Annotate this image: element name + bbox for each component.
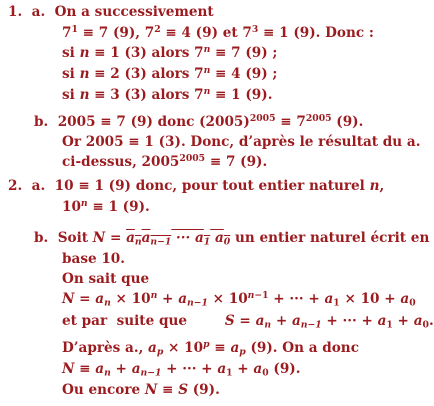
text-line-l11: b. Soit $N = a_na_{n-1}$ ··· $a_1$ $a_0$ un entier naturel écrit en bbox=[34, 230, 430, 248]
text-line-l13: On sait que bbox=[62, 271, 150, 287]
text-line-l10: $10^n \equiv 1$ (9). bbox=[62, 197, 150, 215]
text-line-l9: 2. a. 10 ≡ 1 (9) donc, pour tout entier naturel n, bbox=[8, 178, 385, 194]
text-line-l15: et par suite que $S = a_n + a_{n-1}$ + ··· + $a_1 + a_0$. bbox=[62, 313, 434, 331]
text-line-l12: base 10. bbox=[62, 251, 125, 267]
text-line-l3: si n ≡ 1 (3) alors $7^n \equiv 7$ (9) ; bbox=[62, 43, 278, 61]
text-line-l14: $N = a_n \times 10^n + a_{n-1} \times 10^{n-1}$ + ··· + $a_1 \times 10 + a_0$ bbox=[62, 289, 416, 309]
text-line-l6: b. 2005 ≡ 7 (9) donc $(2005)^{2005} \equiv 7^{2005}$ (9). bbox=[34, 112, 364, 130]
text-line-l5: si n ≡ 3 (3) alors $7^n \equiv 1$ (9). bbox=[62, 85, 273, 103]
text-line-l8: ci-dessus, $2005^{2005} \equiv 7$ (9). bbox=[62, 152, 268, 170]
text-line-l16: D’après a., $a_p \times 10^p \equiv a_p$ (9). On a donc bbox=[62, 338, 359, 358]
text-line-l1: 1. a. On a successivement bbox=[8, 4, 214, 20]
text-line-l4: si n ≡ 2 (3) alors $7^n \equiv 4$ (9) ; bbox=[62, 64, 278, 82]
text-line-l7: Or 2005 ≡ 1 (3). Donc, d’après le résultat du a. bbox=[62, 134, 421, 150]
text-line-l17: $N \equiv a_n + a_{n-1}$ + ··· + $a_1 + a_0$ (9). bbox=[62, 361, 301, 379]
text-line-l18: Ou encore N ≡ S (9). bbox=[62, 382, 220, 398]
text-line-l2: $7^1 \equiv 7$ (9), $7^2 \equiv 4$ (9) et $7^3 \equiv 1$ (9). Donc : bbox=[62, 23, 374, 41]
